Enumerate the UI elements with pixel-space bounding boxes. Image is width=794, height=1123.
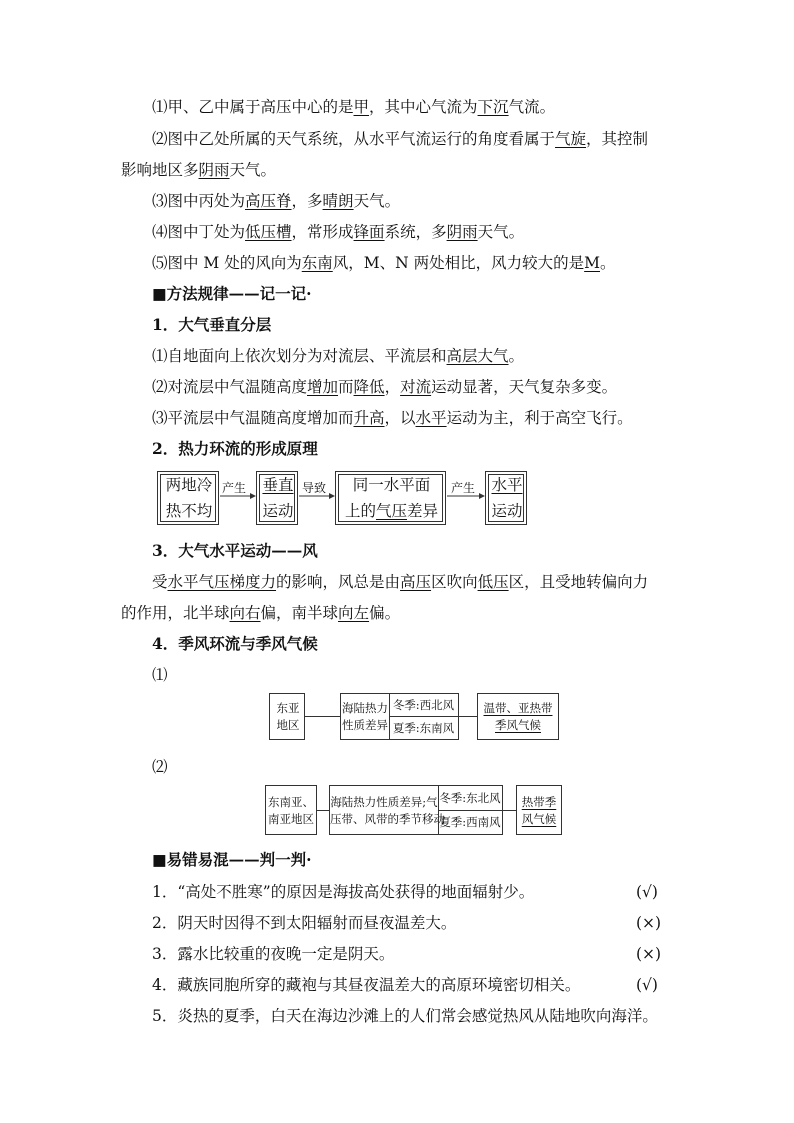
answer-blank: 晴朗 (322, 192, 354, 210)
section-3-line2 (121, 602, 400, 624)
answer-blank: 增加 (307, 378, 339, 396)
text: 运动为主，利于高空飞行。 (446, 409, 633, 427)
text: ⑵图中乙处所属的天气系统，从水平气流运行的角度看属于 (152, 130, 556, 148)
judge-item: 4．藏族同胞所穿的藏袍与其昼夜温差大的高原环境密切相关。 (152, 976, 581, 994)
text: ⑷图中丁处为 (152, 223, 246, 241)
square-icon: ■ (152, 850, 167, 869)
answer-blank: 低压槽 (245, 223, 292, 241)
judge-mark: (√) (636, 883, 658, 901)
text: ，其控制 (586, 130, 649, 148)
divider (389, 716, 458, 717)
text: 区吹向 (431, 573, 478, 591)
answer-1 (152, 96, 555, 118)
text: ⑵对流层中气温随高度 (152, 378, 308, 396)
diagram-1-label: ⑴ (152, 666, 168, 684)
answer-4 (152, 221, 524, 243)
answer-blank: 锋面 (353, 223, 385, 241)
answer-blank: 水平气压梯度力 (167, 573, 277, 591)
arrow-label: 导致 (302, 481, 327, 495)
text: ，多 (291, 192, 323, 210)
flow-box-text: 两地冷 (165, 476, 213, 494)
connector-line (503, 810, 516, 811)
answer-blank: 东南 (301, 254, 333, 272)
winter-wind: 冬季:西北风 (392, 698, 455, 712)
text: 。 (600, 254, 616, 272)
text: 天气。 (477, 223, 525, 241)
answer-blank: 低压 (477, 573, 509, 591)
text: 天气。 (353, 192, 401, 210)
text: 天气。 (229, 161, 277, 179)
box-text: 性质差异 (342, 718, 388, 732)
flow-box-4 (485, 471, 527, 525)
judge-item: 5．炎热的夏季，白天在海边沙滩上的人们常会感觉热风从陆地吹向海洋。 (152, 1007, 658, 1025)
text: ⑶图中丙处为 (152, 192, 246, 210)
box-text: 压带、风带的季节移动 (330, 812, 445, 826)
text: ⑴甲、乙中属于高压中心的是 (152, 98, 354, 116)
section-1-line3 (152, 407, 633, 429)
text: 差异 (407, 502, 439, 520)
answer-blank: 向右 (229, 604, 261, 622)
answer-blank: 升高 (353, 409, 385, 427)
box-text: 季风气候 (495, 718, 541, 732)
connector-line (459, 716, 477, 717)
flow-box-text: 垂直 (262, 476, 294, 494)
text: 偏。 (369, 604, 401, 622)
flow-box-text: 热不均 (165, 502, 213, 520)
answer-5 (152, 252, 616, 274)
text: ，以 (384, 409, 416, 427)
answer-blank: 甲 (353, 98, 370, 116)
winter-wind: 冬季:东北风 (439, 791, 501, 805)
box-text: 海陆热力 (342, 701, 388, 715)
method-heading (152, 283, 312, 305)
flow-box-text: 同一水平面 (352, 476, 431, 494)
text: 区，且受地转偏向力 (508, 573, 649, 591)
arrow-label: 产生 (222, 481, 247, 495)
box-text: 地区 (276, 718, 300, 732)
flow-box-2 (256, 471, 298, 525)
flow-box-text-line2 (336, 498, 447, 524)
answer-blank: 降低 (353, 378, 385, 396)
text: ， (384, 378, 401, 396)
text: 风，M、N 两处相比，风力较大的是 (332, 254, 585, 272)
cause-wind-box (340, 693, 459, 740)
answer-blank: 气压 (375, 502, 407, 520)
connector-line (305, 716, 340, 717)
answer-blank: 阴雨 (198, 161, 230, 179)
text: 的作用，北半球 (121, 604, 230, 622)
box-text: 温带、亚热带 (483, 701, 553, 715)
box-text: 东南亚、 (268, 795, 314, 809)
answer-blank: 水平 (415, 409, 447, 427)
answer-blank: 对流 (400, 378, 432, 396)
climate-box (477, 693, 559, 740)
judge-item: 2．阴天时因得不到太阳辐射而昼夜温差大。 (152, 914, 457, 932)
section-3-title: 3．大气水平运动——风 (152, 541, 318, 560)
section-heading: 方法规律——记一记· (166, 284, 312, 303)
answer-blank: 高压脊 (245, 192, 292, 210)
summer-wind: 夏季:西南风 (439, 815, 501, 829)
answer-blank: 气旋 (555, 130, 587, 148)
flow-box-text: 水平 (491, 476, 523, 494)
summer-wind: 夏季:东南风 (392, 721, 455, 735)
section-4-title: 4．季风环流与季风气候 (152, 634, 318, 653)
arrow-right-icon (298, 491, 336, 501)
region-box (269, 693, 305, 740)
answer-2-line2 (121, 159, 276, 181)
box-text: 热带季 (521, 795, 557, 809)
judge-mark: (×) (636, 914, 662, 932)
section-2-title: 2．热力环流的形成原理 (152, 439, 318, 458)
section-1-line2 (152, 376, 617, 398)
region-box (265, 785, 317, 835)
answer-blank: 高压 (400, 573, 432, 591)
answer-3 (152, 190, 400, 212)
text: ，常形成 (291, 223, 354, 241)
connector-line (317, 810, 329, 811)
box-text: 海陆热力性质差异;气 (330, 795, 438, 809)
section-1-line1 (152, 345, 524, 367)
text: 影响地区多 (121, 161, 199, 179)
answer-blank: 阴雨 (446, 223, 478, 241)
text: ，其中心气流为 (369, 98, 478, 116)
flow-box-text: 运动 (262, 502, 294, 520)
answer-blank: 向左 (338, 604, 370, 622)
box-text: 东亚 (276, 701, 300, 715)
text: 偏，南半球 (260, 604, 339, 622)
text: ⑶平流层中气温随高度增加而 (152, 409, 354, 427)
judge-mark: (×) (636, 945, 662, 963)
section-1-title: 1．大气垂直分层 (152, 315, 272, 334)
answer-blank: 高层大气 (446, 347, 509, 365)
climate-box (516, 785, 562, 835)
flow-box-text: 运动 (491, 502, 523, 520)
text: 上的 (344, 502, 376, 520)
flow-box-1 (157, 471, 219, 525)
text: 。 (508, 347, 525, 365)
text: 气流。 (508, 98, 556, 116)
answer-blank: M (584, 254, 600, 272)
errors-heading (152, 849, 312, 871)
divider (438, 810, 502, 811)
text: 系统，多 (384, 223, 447, 241)
flow-box-3 (335, 471, 446, 525)
answer-blank: 下沉 (477, 98, 509, 116)
arrow-right-icon (446, 491, 486, 501)
square-icon: ■ (152, 284, 167, 303)
judge-item: 3．露水比较重的夜晚一定是阴天。 (152, 945, 395, 963)
text: ⑴自地面向上依次划分为对流层、平流层和 (152, 347, 447, 365)
box-text: 风气候 (521, 812, 557, 826)
text: ⑸图中 M 处的风向为 (152, 254, 302, 272)
answer-2-line1 (152, 128, 648, 150)
text: 的影响，风总是由 (276, 573, 401, 591)
box-text: 南亚地区 (268, 812, 314, 826)
arrow-right-icon (219, 491, 257, 501)
judge-mark: (√) (636, 976, 658, 994)
text: 受 (152, 573, 168, 591)
text: 而 (338, 378, 354, 396)
text: 运动显著，天气复杂多变。 (431, 378, 618, 396)
arrow-label: 产生 (451, 481, 476, 495)
section-3-line1 (152, 571, 648, 593)
cause-wind-box (329, 785, 503, 835)
section-heading: 易错易混——判一判· (166, 850, 312, 869)
judge-item: 1．“高处不胜寒”的原因是海拔高处获得的地面辐射少。 (152, 883, 535, 901)
diagram-2-label: ⑵ (152, 758, 168, 776)
